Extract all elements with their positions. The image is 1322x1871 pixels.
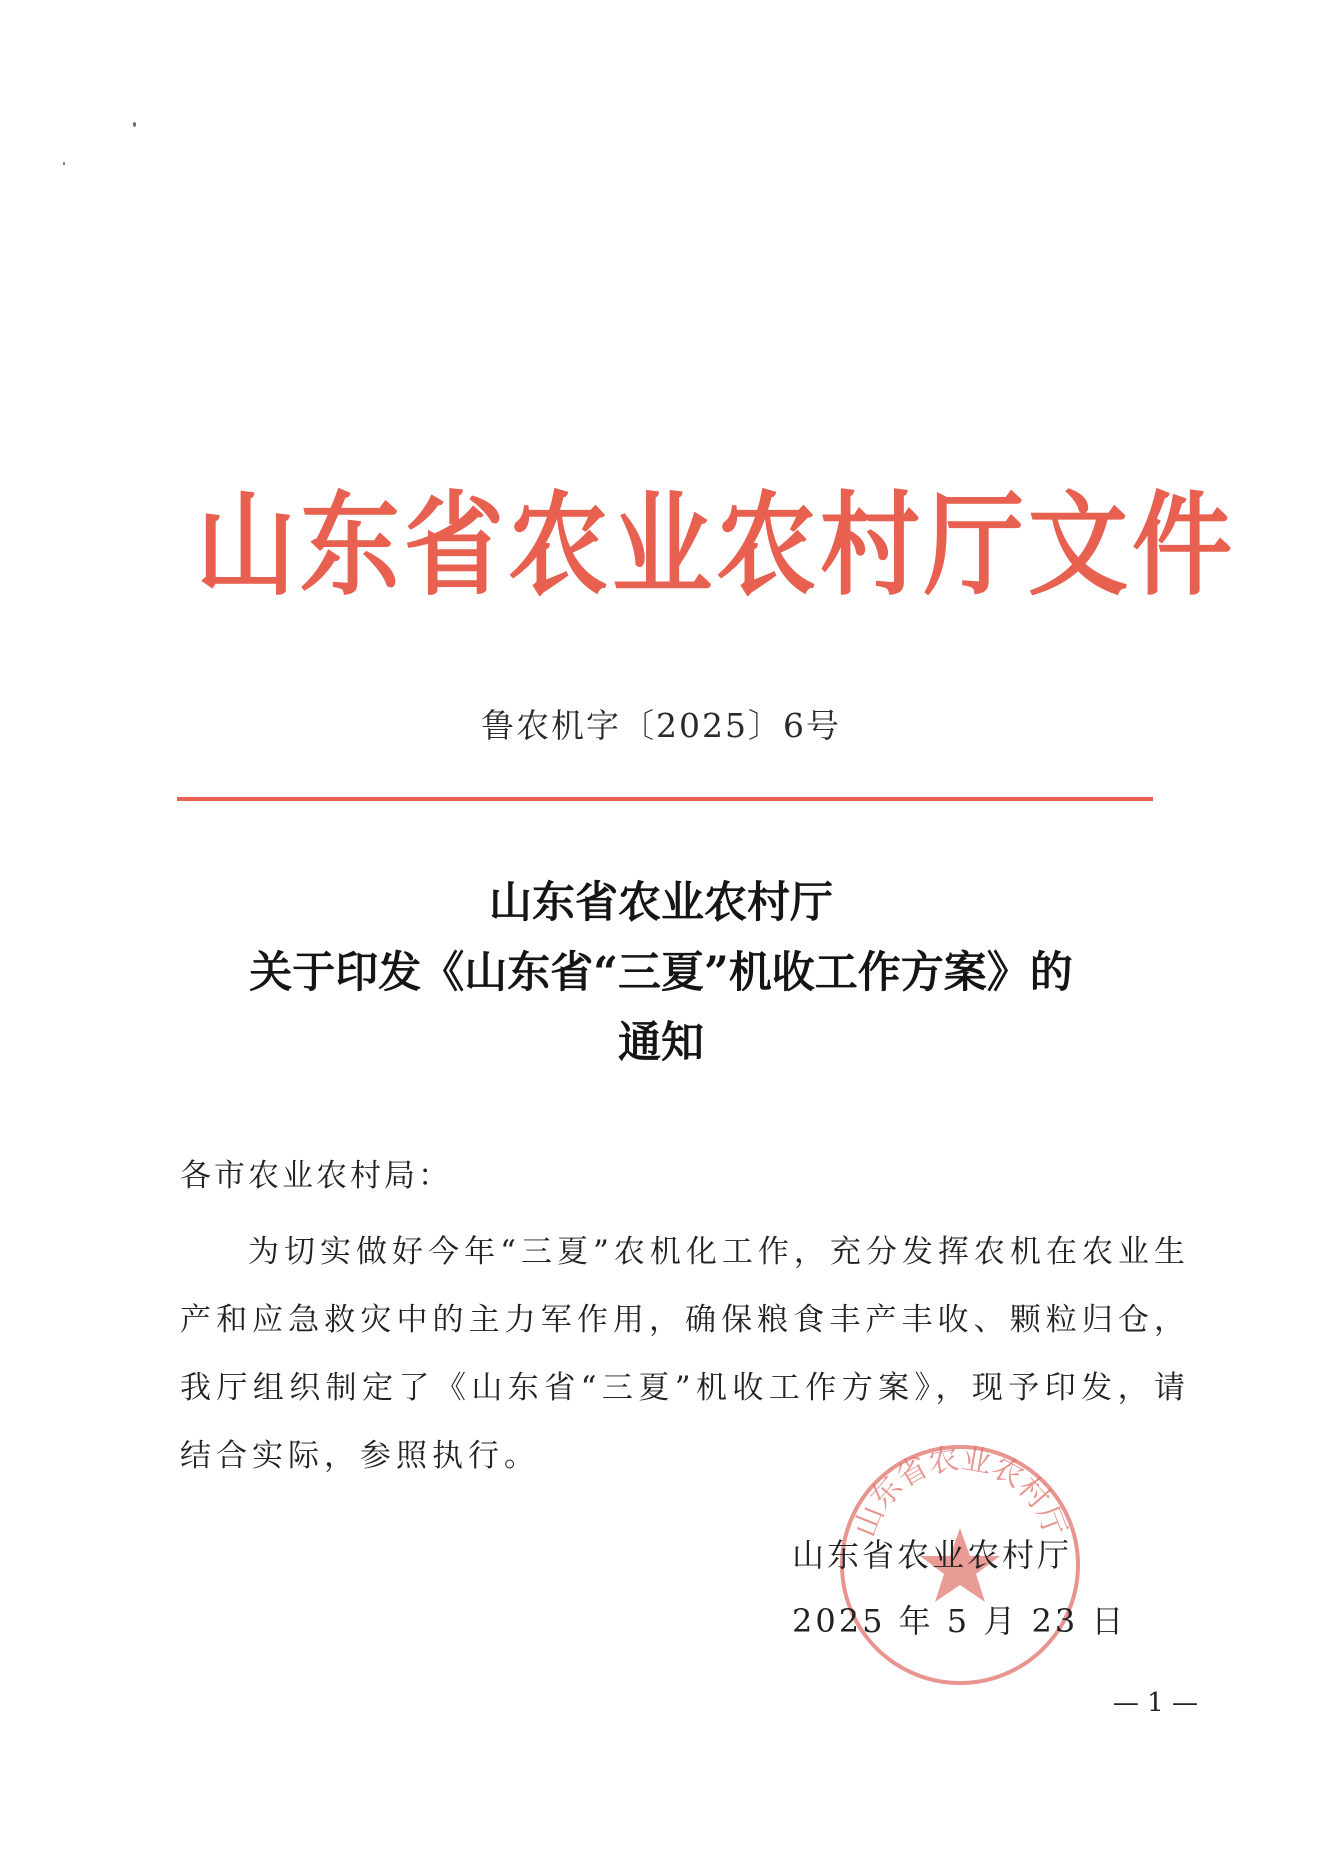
salutation: 各市农业农村局： bbox=[180, 1158, 452, 1194]
scan-speck bbox=[133, 122, 136, 127]
page-number: — 1 — bbox=[1112, 1688, 1198, 1718]
red-divider-line bbox=[177, 797, 1153, 801]
issuer-banner: 山东省农业农村厅文件 bbox=[196, 479, 1236, 611]
notice-title-line-2: 关于印发《山东省“三夏”机收工作方案》的 bbox=[249, 948, 1073, 998]
seal-text: 山东省农业农村厅 bbox=[847, 1441, 1073, 1542]
notice-title-line-1: 山东省农业农村厅 bbox=[489, 878, 833, 928]
document-number: 鲁农机字〔2025〕6号 bbox=[481, 706, 841, 745]
notice-title-line-3: 通知 bbox=[618, 1018, 704, 1068]
issuer-signature: 山东省农业农村厅 bbox=[792, 1536, 1073, 1574]
notice-title bbox=[0, 868, 1322, 1078]
body-paragraph: 为切实做好今年“三夏”农机化工作，充分发挥农机在农业生产和应急救灾中的主力军作用，确保粮食丰产丰收、颗粒归仓，我厅组织制定了《山东省“三夏”机收工作方案》，现予印发，请结合实际，参照执行。 bbox=[180, 1234, 1190, 1474]
scan-speck bbox=[63, 162, 65, 165]
issue-date: 2025 年 5 月 23 日 bbox=[792, 1602, 1127, 1640]
